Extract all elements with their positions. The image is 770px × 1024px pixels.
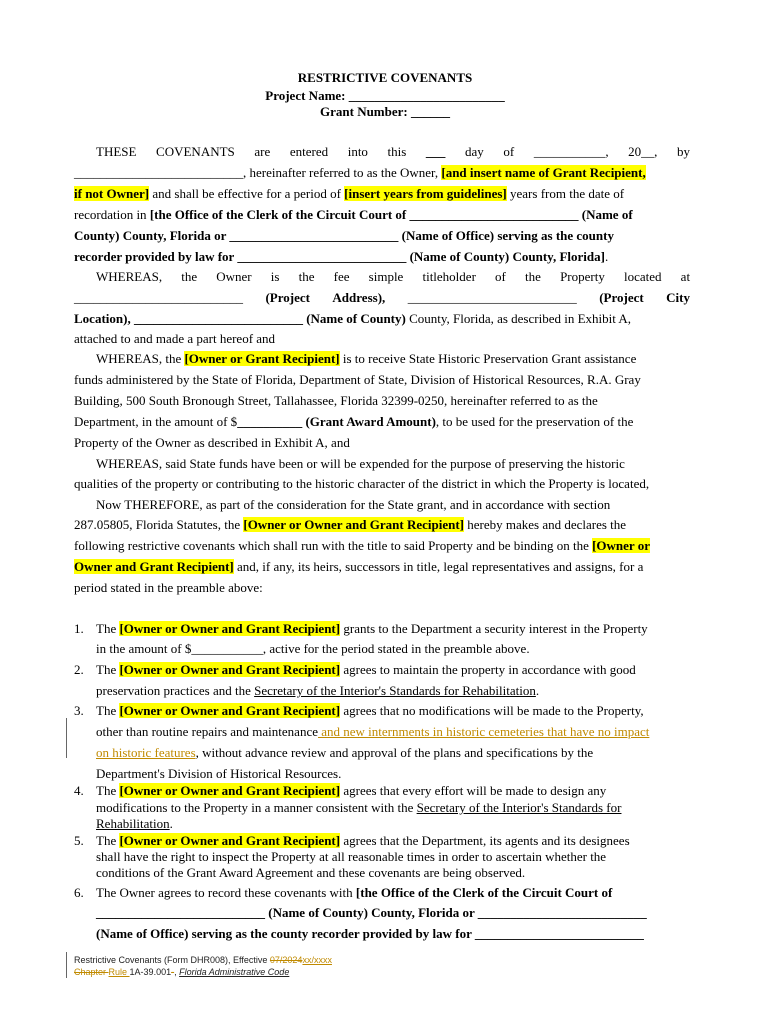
para3-line4: Department, in the amount of $__________ (Grant Award Amount), to be used for the preservation of the [74, 414, 634, 429]
footer-line2: Chapter Rule 1A-39.001-, Florida Administrative Code [74, 967, 290, 977]
list-item-4-line1: The [Owner or Owner and Grant Recipient] agrees that every effort will be made to design any [96, 783, 607, 798]
highlighted-placeholder: [Owner or Owner and Grant Recipient] [119, 833, 341, 848]
list-item-3-line2: other than routine repairs and maintenance and new internments in historic cemeteries that have no impact [96, 724, 650, 739]
highlighted-placeholder: [Owner or [592, 538, 650, 553]
standards-reference: Secretary of the Interior's Standards for [416, 800, 622, 815]
list-item-5-line3: conditions of the Grant Award Agreement and these covenants are being observed. [96, 865, 526, 880]
para1-line1: THESE COVENANTS are entered into this ___ day of ___________, 20__, by [96, 144, 691, 159]
highlighted-placeholder: [Owner or Owner and Grant Recipient] [119, 662, 341, 677]
highlighted-placeholder: [Owner or Owner and Grant Recipient] [119, 621, 341, 636]
list-item-5-line2: shall have the right to inspect the Property at all reasonable times in order to ascertain whether the [96, 849, 607, 864]
list-item-number: 3. [74, 703, 84, 718]
para1-line6: recorder provided by law for __________________________ (Name of County) County, Florida]. [74, 249, 609, 264]
para3-line5: Property of the Owner as described in Exhibit A, and [74, 435, 350, 450]
para1-line2: __________________________, hereinafter referred to as the Owner, [and insert name of Grant Recipient, [74, 165, 646, 180]
para1-line4: recordation in [the Office of the Clerk of the Circuit Court of __________________________ (Name of [74, 207, 633, 222]
list-item-number: 5. [74, 833, 84, 848]
highlighted-placeholder: [and insert name of Grant Recipient, [441, 165, 646, 180]
list-item-2-line2: preservation practices and the Secretary of the Interior's Standards for Rehabilitation. [96, 683, 540, 698]
para1-line5: County) County, Florida or __________________________ (Name of Office) serving as the county [74, 228, 614, 243]
list-item-3-line1: The [Owner or Owner and Grant Recipient] agrees that no modifications will be made to the Property, [96, 703, 644, 718]
standards-reference: Secretary of the Interior's Standards for Rehabilitation [254, 683, 536, 698]
tracked-insertion: and new internments in historic cemeteries that have no impact [318, 724, 650, 739]
para2-line4: attached to and made a part hereof and [74, 331, 276, 346]
highlighted-placeholder: [Owner or Owner and Grant Recipient] [119, 703, 341, 718]
highlighted-placeholder: [insert years from guidelines] [344, 186, 507, 201]
highlighted-placeholder: if not Owner] [74, 186, 150, 201]
change-bar [66, 718, 67, 758]
footer-line1: Restrictive Covenants (Form DHR008), Effective 07/2024xx/xxxx [74, 955, 332, 965]
list-item-6-line2: __________________________ (Name of County) County, Florida or __________________________ [96, 905, 647, 920]
list-item-1-line2: in the amount of $___________, active for the period stated in the preamble above. [96, 641, 530, 656]
list-item-1-line1: The [Owner or Owner and Grant Recipient] grants to the Department a security interest in the Property [96, 621, 648, 636]
change-bar [66, 952, 67, 978]
list-item-3-line3: on historic features, without advance review and approval of the plans and specifications by the [96, 745, 594, 760]
para2-line3: Location), __________________________ (Name of County) County, Florida, as described in Exhibit A, [74, 311, 632, 326]
para5-line5: period stated in the preamble above: [74, 580, 263, 595]
para4-line2: qualities of the property or contributing to the historic character of the district in which the Property is located, [74, 476, 650, 491]
list-item-5-line1: The [Owner or Owner and Grant Recipient] agrees that the Department, its agents and its designees [96, 833, 630, 848]
grant-number-line: Grant Number: ______ [320, 104, 450, 119]
list-item-6-line1: The Owner agrees to record these covenants with [the Office of the Clerk of the Circuit Court of [96, 885, 613, 900]
standards-reference: Rehabilitation [96, 816, 170, 831]
list-item-number: 2. [74, 662, 84, 677]
para5-line1: Now THEREFORE, as part of the consideration for the State grant, and in accordance with section [96, 497, 611, 512]
tracked-insertion: Rule [108, 967, 130, 977]
list-item-4-line2: modifications to the Property in a manner consistent with the Secretary of the Interior's Standards for [96, 800, 622, 815]
list-item-4-line3: Rehabilitation. [96, 816, 173, 831]
list-item-number: 1. [74, 621, 84, 636]
para4-line1: WHEREAS, said State funds have been or will be expended for the purpose of preserving the historic [96, 456, 625, 471]
highlighted-placeholder: Owner and Grant Recipient] [74, 559, 234, 574]
para2-line2: __________________________ (Project Address), __________________________ (Project City [74, 290, 690, 305]
tracked-deletion: Chapter [74, 967, 109, 977]
tracked-insertion: on historic features [96, 745, 196, 760]
project-name-line: Project Name: ________________________ [265, 88, 505, 103]
para2-line1: WHEREAS, the Owner is the fee simple titleholder of the Property located at [96, 269, 691, 284]
para3-line3: Building, 500 South Bronough Street, Tallahassee, Florida 32399-0250, hereinafter referred to as the [74, 393, 598, 408]
para3-line1: WHEREAS, the [Owner or Grant Recipient] is to receive State Historic Preservation Grant assistance [96, 351, 637, 366]
list-item-number: 4. [74, 783, 84, 798]
highlighted-placeholder: [Owner or Owner and Grant Recipient] [119, 783, 341, 798]
tracked-deletion: 07/2024 [269, 955, 303, 965]
list-item-2-line1: The [Owner or Owner and Grant Recipient] agrees to maintain the property in accordance with good [96, 662, 636, 677]
para5-line2: 287.05805, Florida Statutes, the [Owner or Owner and Grant Recipient] hereby makes and declares the [74, 517, 627, 532]
list-item-6-line3: (Name of Office) serving as the county recorder provided by law for __________________________ [96, 926, 644, 941]
document-title: RESTRICTIVE COVENANTS [297, 70, 473, 85]
para1-line3: if not Owner] and shall be effective for a period of [insert years from guidelines] years from the date of [74, 186, 625, 201]
list-item-number: 6. [74, 885, 84, 900]
para5-line3: following restrictive covenants which shall run with the title to said Property and be binding on the [Owner or [74, 538, 650, 553]
list-item-3-line4: Department's Division of Historical Resources. [96, 766, 342, 781]
para5-line4: Owner and Grant Recipient] and, if any, its heirs, successors in title, legal representatives and assigns, for a [74, 559, 644, 574]
para3-line2: funds administered by the State of Florida, Department of State, Division of Historical Resources, R.A. Gray [74, 372, 641, 387]
highlighted-placeholder: [Owner or Owner and Grant Recipient] [243, 517, 464, 532]
tracked-deletion: - [171, 967, 175, 977]
tracked-insertion: xx/xxxx [302, 955, 332, 965]
highlighted-placeholder: [Owner or Grant Recipient] [184, 351, 340, 366]
